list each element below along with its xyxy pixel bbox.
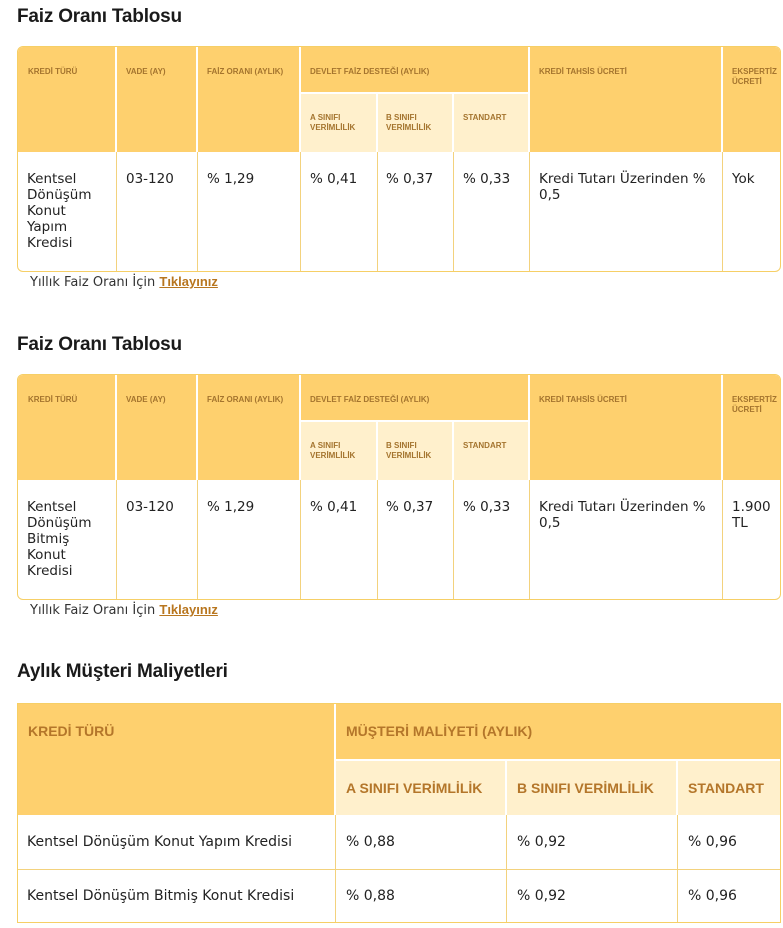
header-b-sinifi: B SINIFI VERİMLİLİK <box>517 780 654 796</box>
header-b-sinifi: B SINIFI VERİMLİLİK <box>386 113 432 132</box>
cell-kredi-turu: Kentsel Dönüşüm Konut Yapım Kredisi <box>27 171 92 251</box>
cell-a-sinifi: % 0,41 <box>310 499 358 515</box>
header-devlet-faiz-destegi: DEVLET FAİZ DESTEĞİ (AYLIK) <box>310 395 430 404</box>
cell-ekspertiz-ucreti: 1.900 TL <box>732 499 771 531</box>
header-standart: STANDART <box>463 113 507 122</box>
cell-a-sinifi: % 0,41 <box>310 171 358 187</box>
header-vade: VADE (AY) <box>126 67 166 76</box>
cell-vade: 03-120 <box>126 171 174 187</box>
cell-kredi-turu: Kentsel Dönüşüm Konut Yapım Kredisi <box>27 834 293 850</box>
cell-vade: 03-120 <box>126 499 174 515</box>
cell-kredi-turu: Kentsel Dönüşüm Bitmiş Konut Kredisi <box>27 888 295 904</box>
header-ekspertiz-ucreti: EKSPERTİZ ÜCRETİ <box>732 67 777 86</box>
cell-b-sinifi: % 0,92 <box>517 834 566 850</box>
header-a-sinifi: A SINIFI VERİMLİLİK <box>310 113 356 132</box>
header-a-sinifi: A SINIFI VERİMLİLİK <box>310 441 356 460</box>
header-vade: VADE (AY) <box>126 395 166 404</box>
interest-rate-table <box>17 374 781 600</box>
header-faiz-orani: FAİZ ORANI (AYLIK) <box>207 67 284 76</box>
cell-b-sinifi: % 0,37 <box>386 171 434 187</box>
header-faiz-orani: FAİZ ORANI (AYLIK) <box>207 395 284 404</box>
annual-rate-note <box>30 274 218 290</box>
annual-rate-link[interactable]: Tıklayınız <box>159 274 218 289</box>
header-kredi-tahsis-ucreti: KREDİ TAHSİS ÜCRETİ <box>539 395 627 404</box>
cell-faiz-orani: % 1,29 <box>207 171 255 187</box>
header-musteri-maliyeti: MÜŞTERİ MALİYETİ (AYLIK) <box>346 723 533 739</box>
cell-ekspertiz-ucreti: Yok <box>732 171 755 187</box>
header-kredi-turu: KREDİ TÜRÜ <box>28 723 115 739</box>
header-ekspertiz-ucreti: EKSPERTİZ ÜCRETİ <box>732 395 777 414</box>
cell-b-sinifi: % 0,37 <box>386 499 434 515</box>
page-title: Faiz Oranı Tablosu <box>17 334 182 355</box>
annual-rate-link[interactable]: Tıklayınız <box>159 602 218 617</box>
monthly-cost-table <box>17 703 781 923</box>
header-b-sinifi: B SINIFI VERİMLİLİK <box>386 441 432 460</box>
annual-rate-note <box>30 602 218 618</box>
cell-kredi-turu: Kentsel Dönüşüm Bitmiş Konut Kredisi <box>27 499 92 579</box>
cell-standart: % 0,33 <box>463 171 511 187</box>
header-kredi-tahsis-ucreti: KREDİ TAHSİS ÜCRETİ <box>539 67 627 76</box>
page-title: Faiz Oranı Tablosu <box>17 6 182 27</box>
header-devlet-faiz-destegi: DEVLET FAİZ DESTEĞİ (AYLIK) <box>310 67 430 76</box>
header-standart: STANDART <box>463 441 507 450</box>
header-kredi-turu: KREDİ TÜRÜ <box>28 67 78 76</box>
cell-standart: % 0,33 <box>463 499 511 515</box>
note-text: Yıllık Faiz Oranı İçin <box>30 275 156 290</box>
cell-a-sinifi: % 0,88 <box>346 888 395 904</box>
header-standart: STANDART <box>688 780 764 796</box>
section-title: Aylık Müşteri Maliyetleri <box>17 661 228 682</box>
cell-standart: % 0,96 <box>688 834 737 850</box>
cell-a-sinifi: % 0,88 <box>346 834 395 850</box>
note-text: Yıllık Faiz Oranı İçin <box>30 603 156 618</box>
cell-kredi-tahsis-ucreti: Kredi Tutarı Üzerinden % 0,5 <box>539 171 706 203</box>
header-a-sinifi: A SINIFI VERİMLİLİK <box>346 780 483 796</box>
cell-kredi-tahsis-ucreti: Kredi Tutarı Üzerinden % 0,5 <box>539 499 706 531</box>
interest-rate-table <box>17 46 781 272</box>
header-kredi-turu: KREDİ TÜRÜ <box>28 395 78 404</box>
cell-standart: % 0,96 <box>688 888 737 904</box>
cell-faiz-orani: % 1,29 <box>207 499 255 515</box>
cell-b-sinifi: % 0,92 <box>517 888 566 904</box>
